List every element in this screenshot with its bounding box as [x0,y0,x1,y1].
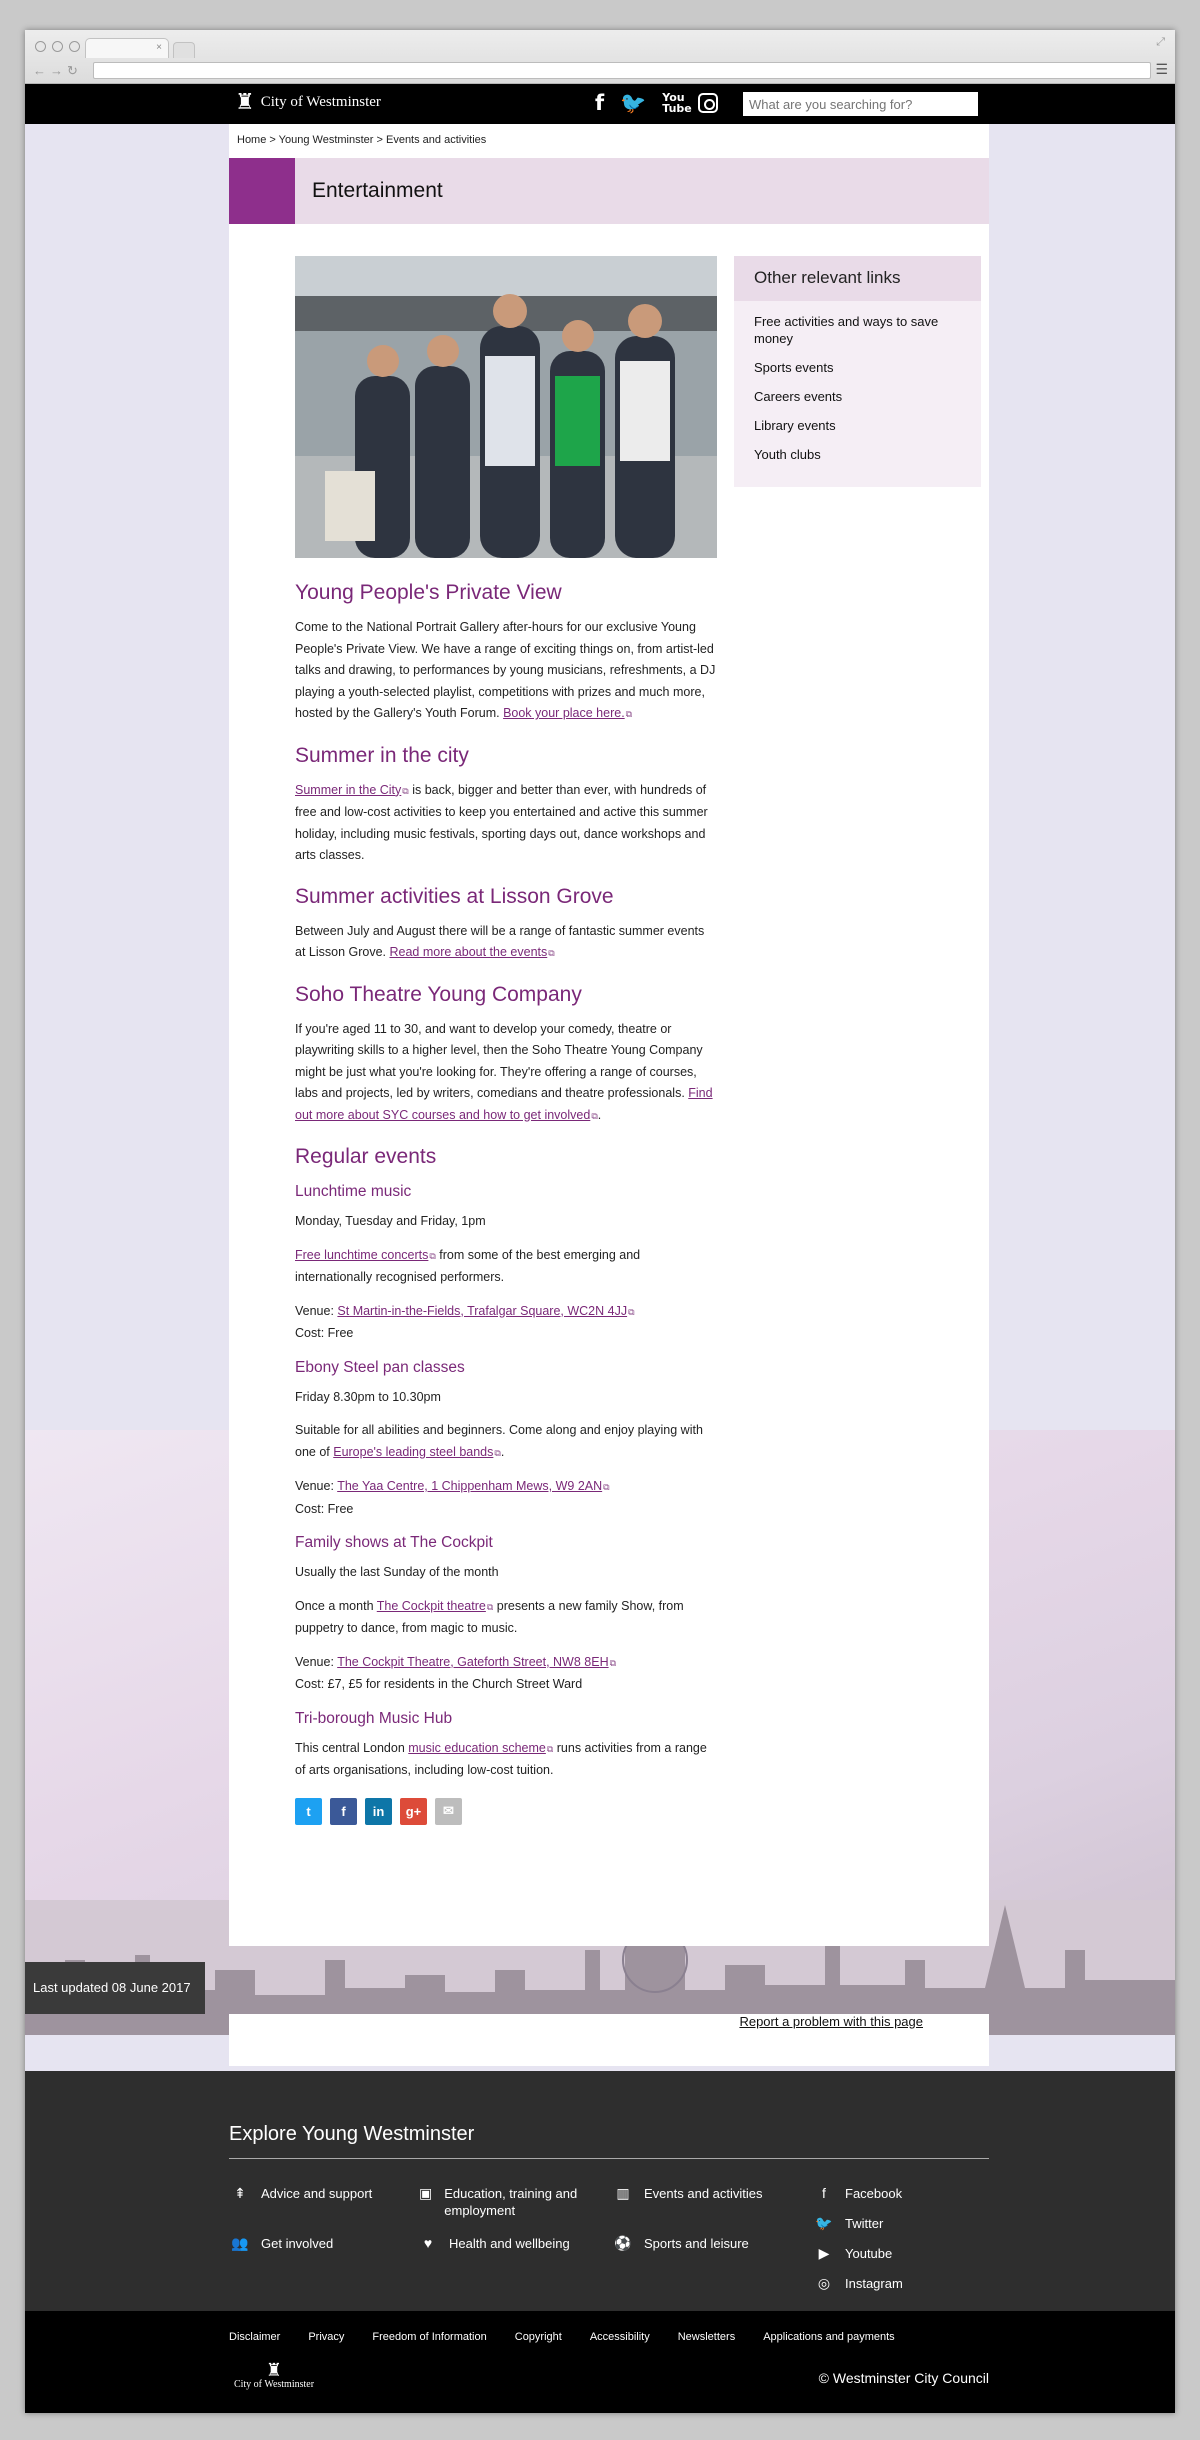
syc-courses-link[interactable]: Find out more about SYC courses and how to get involved ⧉ [295,1086,713,1122]
steel-bands-link[interactable]: Europe's leading steel bands ⧉ [333,1445,501,1459]
youtube-icon[interactable]: You Tube [662,91,692,115]
section-text: Summer in the City ⧉ is back, bigger and better than ever, with hundreds of free and low-cost activities to keep you entertained and active this summer holiday, including music festivals, sporting days out, dance workshops and arts classes. [295,780,717,867]
legal-link[interactable]: Newsletters [677,2331,736,2343]
instagram-icon: ◎ [817,2275,831,2291]
signpost-icon: ⇞ [234,2185,246,2201]
event-when: Monday, Tuesday and Friday, 1pm [295,1214,486,1228]
browser-chrome [25,30,1175,84]
event-cost: Cost: Free [295,1501,354,1516]
event-title: Lunchtime music [295,1183,412,1200]
header-social [595,90,718,116]
forward-icon[interactable]: → [50,63,67,78]
sidebar-link[interactable]: Free activities and ways to save money [754,314,939,346]
browser-tab[interactable] [85,38,169,58]
summer-in-city-link[interactable]: Summer in the City ⧉ [295,783,409,797]
hero-image [295,256,717,558]
event-cost: Cost: Free [295,1326,354,1340]
footer-link-get-involved[interactable]: 👥 Get involved [229,2235,333,2252]
site-logo[interactable] [235,91,381,113]
event-text: Free lunchtime concerts ⧉ from some of the best emerging and internationally recognised performers. [295,1245,717,1289]
site-footer [25,2071,1175,2311]
last-updated: Last updated 08 June 2017 [25,1962,205,2014]
section-text: Between July and August there will be a range of fantastic summer events at Lisson Grove. Read more about the events ⧉ [295,921,717,965]
legal-link[interactable]: Disclaimer [229,2331,281,2343]
copyright: © Westminster City Council [818,2370,989,2386]
twitter-icon[interactable]: 🐦 [620,91,647,115]
event-text: This central London music education scheme ⧉ runs activities from a range of arts organisations, including low-cost tuition. [295,1738,717,1782]
lunchtime-concerts-link[interactable]: Free lunchtime concerts ⧉ [295,1248,436,1262]
page-content [229,124,989,1946]
read-more-link[interactable]: Read more about the events ⧉ [390,945,555,959]
crest-icon: ♜ [235,89,255,114]
share-buttons [295,1798,717,1825]
footer-link-events[interactable]: ▥ Events and activities [612,2185,763,2202]
google-plus-share-icon[interactable]: g+ [400,1798,427,1825]
event-title: Family shows at The Cockpit [295,1534,493,1551]
fullscreen-icon[interactable]: ⤢ [1156,36,1165,48]
event-when: Friday 8.30pm to 10.30pm [295,1389,441,1404]
facebook-icon[interactable]: f [595,91,605,115]
event-title: Tri-borough Music Hub [295,1709,453,1727]
footer-title: Explore Young Westminster [229,2123,475,2145]
footer-link-advice[interactable]: ⇞ Advice and support [229,2185,372,2202]
sidebar-link[interactable]: Sports events [754,360,834,375]
footer-social-twitter[interactable]: 🐦 Twitter [813,2215,883,2232]
footer-social-instagram[interactable]: ◎ Instagram [813,2275,903,2292]
report-bar [229,2014,989,2066]
close-window-button[interactable] [35,41,46,52]
youtube-icon: ▶ [818,2245,830,2261]
sidebar-title: Other relevant links [734,256,981,301]
breadcrumb[interactable]: Home > Young Westminster > Events and activities [237,134,487,146]
close-tab-icon[interactable]: × [156,42,162,53]
legal-link[interactable]: Privacy [308,2331,345,2343]
footer-social-youtube[interactable]: ▶ Youtube [813,2245,892,2262]
back-icon[interactable]: ← [33,63,50,78]
cockpit-theatre-link[interactable]: The Cockpit theatre ⧉ [377,1599,494,1613]
briefcase-icon: ▣ [419,2185,433,2201]
legal-footer [25,2311,1175,2413]
browser-menu-icon[interactable]: ☰ [1155,61,1168,77]
main-column [295,256,717,1825]
football-icon: ⚽ [614,2235,632,2251]
section-title: Soho Theatre Young Company [295,982,582,1006]
twitter-share-icon[interactable]: t [295,1798,322,1825]
section-text: Come to the National Portrait Gallery after-hours for our exclusive Young People's Private View. We have a range of exciting things on, from artist-led talks and drawing, to performances by young musicians, refreshments, a DJ playing a youth-selected playlist, competitions with prizes and much more, hosted by the Gallery's Youth Forum. Book your place here. ⧉ [295,617,717,726]
email-share-icon[interactable]: ✉ [435,1798,462,1825]
facebook-share-icon[interactable]: f [330,1798,357,1825]
reload-icon[interactable]: ↻ [67,63,82,78]
sidebar-list [734,301,981,463]
address-bar[interactable] [93,62,1151,79]
zoom-window-button[interactable] [69,41,80,52]
venue-link[interactable]: The Cockpit Theatre, Gateforth Street, NW8 8EH ⧉ [337,1655,616,1669]
sidebar-link[interactable]: Careers events [754,389,843,404]
group-icon: 👥 [231,2235,249,2251]
legal-link[interactable]: Freedom of Information [372,2331,487,2343]
logo-text: City of Westminster [260,93,381,110]
page-title: Entertainment [312,179,443,202]
crest-icon: ♜ [265,2360,283,2380]
venue-link[interactable]: The Yaa Centre, 1 Chippenham Mews, W9 2AN ⧉ [337,1479,609,1493]
sidebar-link[interactable]: Youth clubs [754,447,821,462]
section-text: If you're aged 11 to 30, and want to develop your comedy, theatre or playwriting skills to a higher level, then the Soho Theatre Young Company might be just what you're looking for. They're offering a range of courses, labs and projects, led by writers, comedians and theatre professionals. Find out more about SYC courses and how to get involved ⧉ . [295,1019,717,1128]
section-title: Young People's Private View [295,581,562,604]
browser-window [25,30,1175,2413]
event-venue: Venue: St Martin-in-the-Fields, Trafalgar Square, WC2N 4JJ ⧉ [295,1301,717,1324]
event-when: Usually the last Sunday of the month [295,1565,499,1579]
legal-link[interactable]: Applications and payments [763,2331,895,2343]
event-title: Ebony Steel pan classes [295,1358,465,1376]
nav-buttons [33,63,82,79]
building-icon: ▥ [616,2185,630,2201]
heart-icon: ♥ [423,2235,433,2251]
event-venue: Venue: The Cockpit Theatre, Gateforth Street, NW8 8EH ⧉ [295,1652,717,1675]
book-place-link[interactable]: Book your place here. ⧉ [503,706,632,720]
event-venue: Venue: The Yaa Centre, 1 Chippenham Mews, W9 2AN ⧉ [295,1476,717,1499]
facebook-icon: f [822,2185,826,2201]
footer-link-health[interactable]: ♥ Health and wellbeing [417,2235,570,2252]
sidebar-link[interactable]: Library events [754,418,836,433]
minimize-window-button[interactable] [52,41,63,52]
search-input[interactable] [743,92,978,116]
new-tab-button[interactable] [173,42,195,58]
event-cost: Cost: £7, £5 for residents in the Church Street Ward [295,1677,583,1691]
linkedin-share-icon[interactable]: in [365,1798,392,1825]
site-header [25,84,1175,124]
legal-link[interactable]: Copyright [514,2331,562,2343]
section-title: Summer activities at Lisson Grove [295,884,614,908]
window-controls [35,41,80,52]
related-links-sidebar [734,256,981,487]
footer-social-facebook[interactable]: f Facebook [813,2185,902,2202]
event-text: Suitable for all abilities and beginners. Come along and enjoy playing with one of Europe's leading steel bands ⧉ . [295,1420,717,1464]
footer-link-education[interactable]: ▣ Education, training and employment [417,2185,607,2219]
banner-accent [229,158,295,224]
section-title: Summer in the city [295,743,469,767]
instagram-icon[interactable] [698,93,718,113]
footer-divider [229,2158,989,2159]
section-title: Regular events [295,1145,437,1168]
venue-link[interactable]: St Martin-in-the-Fields, Trafalgar Square, WC2N 4JJ ⧉ [337,1304,634,1318]
legal-links [229,2331,895,2343]
page-banner [229,158,989,224]
footer-logo[interactable]: ♜ City of Westminster [229,2361,319,2390]
twitter-icon: 🐦 [815,2215,833,2231]
footer-link-sports[interactable]: ⚽ Sports and leisure [612,2235,749,2252]
report-problem-link[interactable]: Report a problem with this page [739,2014,923,2029]
legal-link[interactable]: Accessibility [589,2331,650,2343]
event-text: Once a month The Cockpit theatre ⧉ presents a new family Show, from puppetry to dance, from magic to music. [295,1596,717,1640]
music-education-link[interactable]: music education scheme ⧉ [408,1741,553,1755]
